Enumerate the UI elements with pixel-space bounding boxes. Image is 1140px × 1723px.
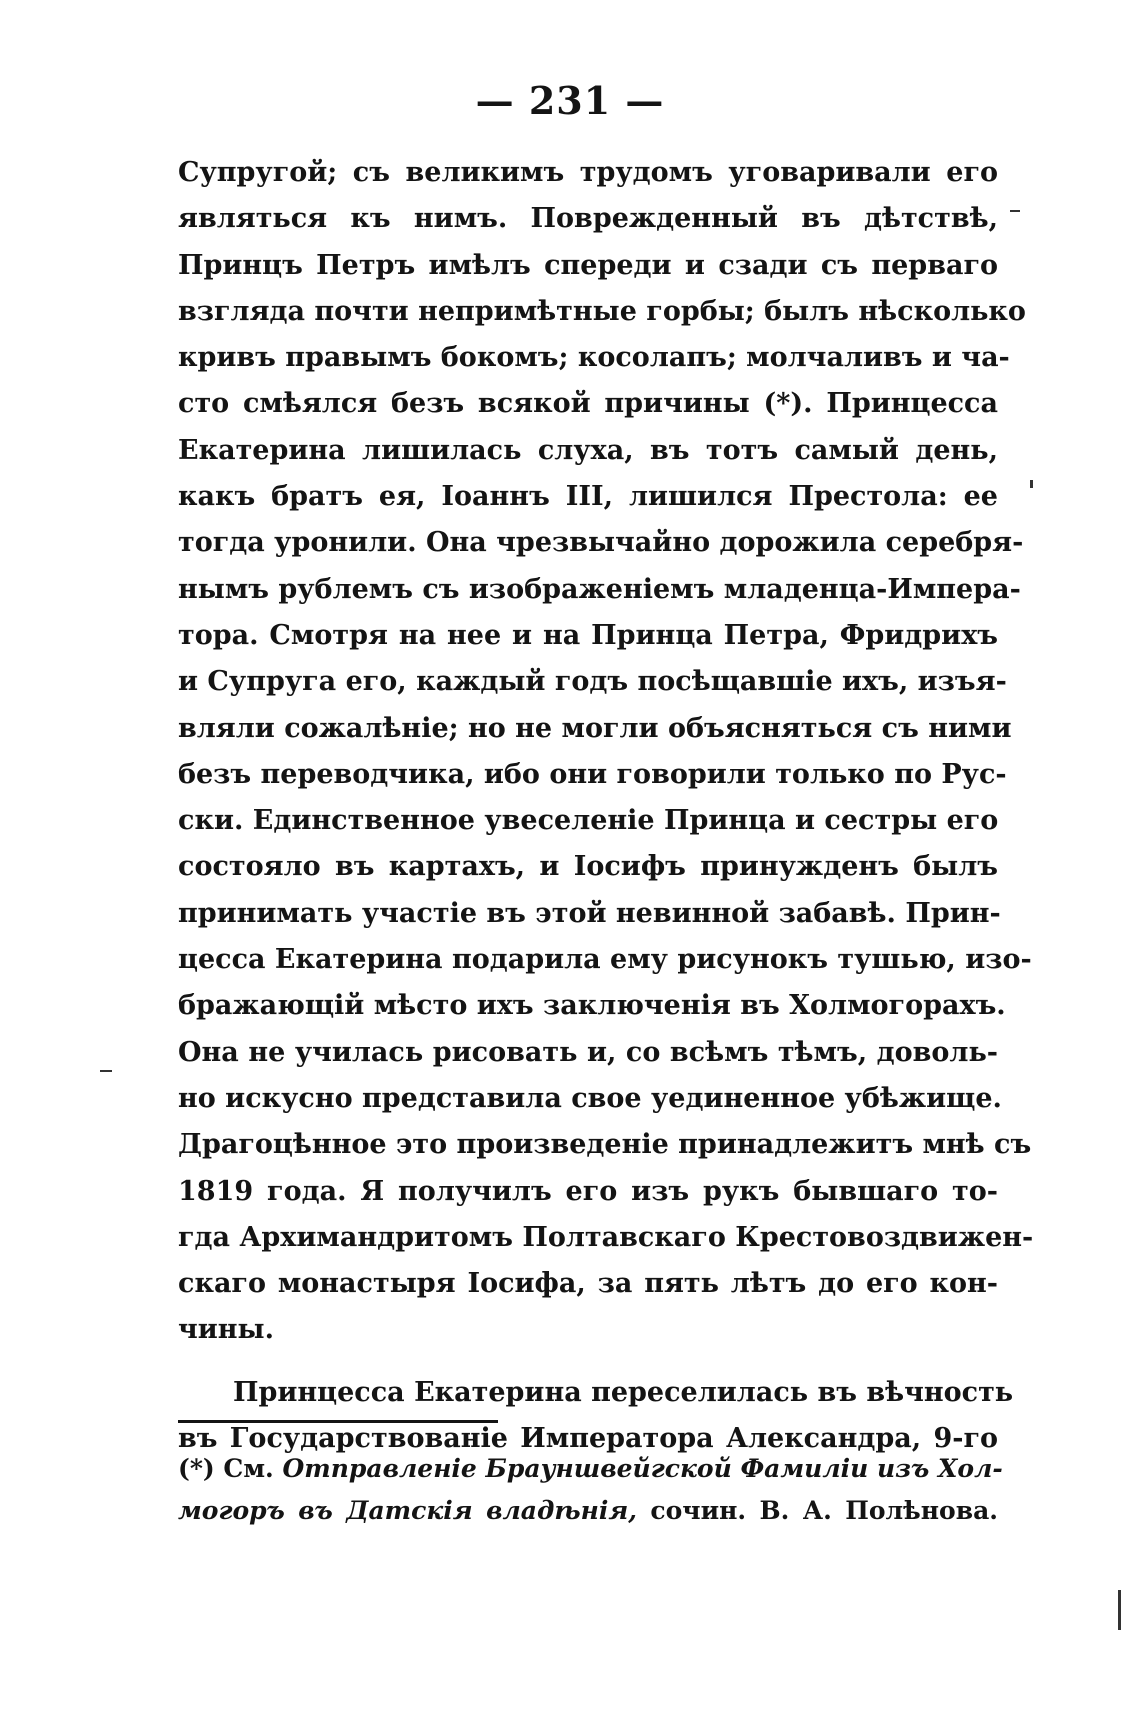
text-line: сто смѣялся безъ всякой причины (*). Принцесса bbox=[178, 388, 998, 420]
footnote-line bbox=[178, 1448, 1003, 1490]
text-line: Принцесса Екатерина переселилась въ вѣчность bbox=[233, 1376, 1014, 1408]
footnote-line bbox=[178, 1490, 998, 1532]
text-line: 1819 года. Я получилъ его изъ рукъ бывшаго то- bbox=[178, 1175, 998, 1207]
text-line: ски. Единственное увеселеніе Принца и сестры его bbox=[178, 805, 999, 837]
text-line: Екатерина лишилась слуха, въ тотъ самый день, bbox=[178, 434, 998, 466]
scan-mark bbox=[100, 1070, 112, 1072]
text-line: Принцъ Петръ имѣлъ спереди и сзади съ перваго bbox=[178, 249, 998, 281]
footnote bbox=[178, 1448, 1003, 1532]
footnote-marker: (*) См. bbox=[178, 1454, 274, 1483]
text-line: принимать участіе въ этой невинной забавѣ. Прин- bbox=[178, 897, 1001, 929]
text-line: безъ переводчика, ибо они говорили только по Рус- bbox=[178, 758, 1007, 790]
text-line: тора. Смотря на нее и на Принца Петра, Фридрихъ bbox=[178, 619, 998, 651]
main-text bbox=[178, 150, 1034, 1462]
text-line: и Супруга его, каждый годъ посѣщавшіе ихъ, изъя- bbox=[178, 666, 1007, 698]
scan-mark bbox=[1030, 480, 1033, 488]
text-line: нымъ рублемъ съ изображеніемъ младенца-Импера- bbox=[178, 573, 1021, 605]
text-line: Драгоцѣнное это произведеніе принадлежитъ мнѣ съ bbox=[178, 1129, 1032, 1161]
text-line: чины. bbox=[178, 1314, 275, 1346]
text-line: въ Государствованіе Императора Александра, 9-го bbox=[178, 1423, 998, 1455]
text-line: какъ братъ ея, Іоаннъ III, лишился Престола: ее bbox=[178, 481, 998, 513]
text-line: являться къ нимъ. Поврежденный въ дѣтствѣ, bbox=[178, 203, 998, 235]
text-line: цесса Екатерина подарила ему рисунокъ тушью, изо- bbox=[178, 944, 1032, 976]
text-line: Супругой; съ великимъ трудомъ уговаривали его bbox=[178, 157, 998, 188]
text-line: гда Архимандритомъ Полтавскаго Крестовоздвижен- bbox=[178, 1221, 1034, 1253]
text-line: бражающій мѣсто ихъ заключенія въ Холмогорахъ. bbox=[178, 990, 1006, 1022]
text-line: но искусно представила свое уединенное убѣжище. bbox=[178, 1082, 1002, 1114]
scan-mark bbox=[1118, 1590, 1121, 1630]
scan-mark bbox=[1010, 210, 1020, 212]
text-line: тогда уронили. Она чрезвычайно дорожила серебря- bbox=[178, 527, 1024, 559]
text-line: вляли сожалѣніе; но не могли объясняться съ ними bbox=[178, 712, 1012, 744]
footnote-author: сочин. В. А. Полѣнова. bbox=[650, 1496, 999, 1525]
text-line: состояло въ картахъ, и Іосифъ принужденъ былъ bbox=[178, 851, 998, 883]
footnote-rule bbox=[178, 1420, 498, 1423]
text-line: скаго монастыря Іосифа, за пять лѣтъ до его кон- bbox=[178, 1268, 998, 1300]
paragraph-gap bbox=[178, 1354, 998, 1370]
text-line: Она не училась рисовать и, со всѣмъ тѣмъ, доволь- bbox=[178, 1036, 998, 1068]
text-line: взгляда почти непримѣтные горбы; былъ нѣсколько bbox=[178, 295, 1026, 327]
text-line: кривъ правымъ бокомъ; косолапъ; молчаливъ и ча- bbox=[178, 342, 1010, 374]
footnote-title: Отправленіе Брауншвейгской Фамиліи изъ Хол- bbox=[282, 1454, 1003, 1483]
footnote-title-cont: могоръ въ Датскія владѣнія, bbox=[178, 1496, 637, 1525]
page-number: — 231 — bbox=[475, 78, 665, 123]
